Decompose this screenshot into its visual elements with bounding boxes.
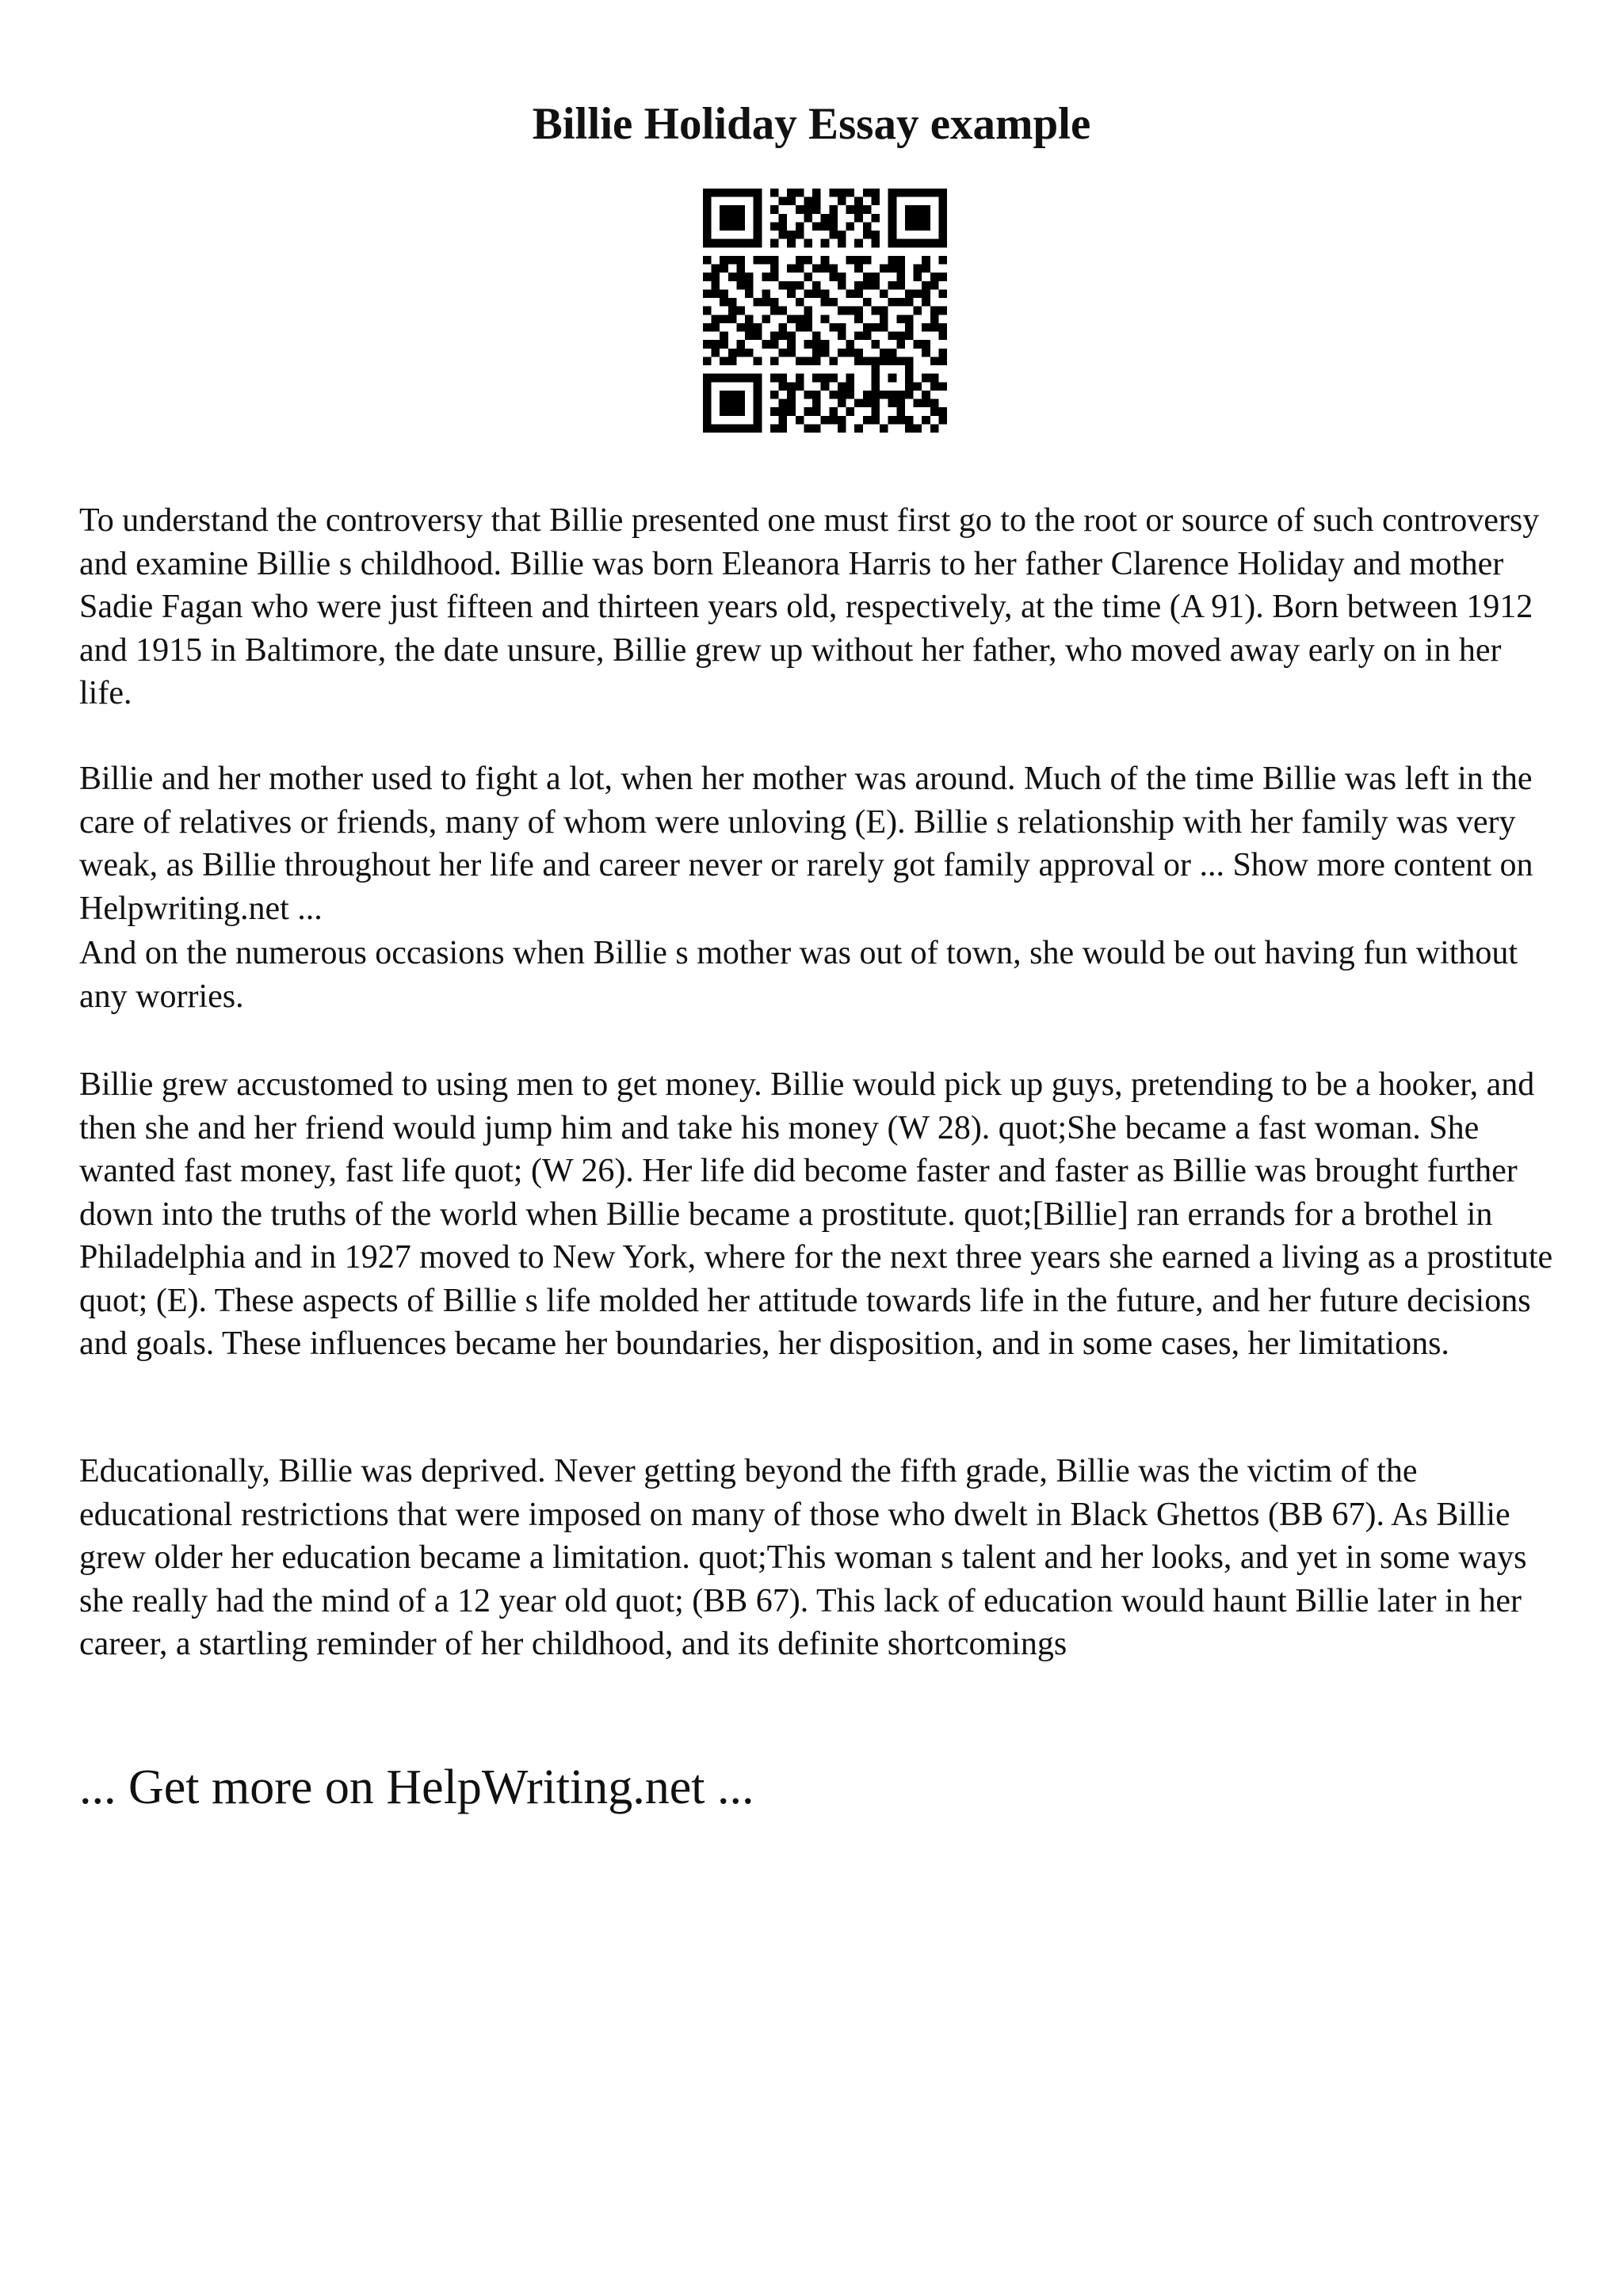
paragraph-education: Educationally, Billie was deprived. Never getting beyond the fifth grade, Billie was the victim of the educational restrictions that were imposed on many of those who dwelt in Black Ghettos (BB 67). As Billie grew older her education became a limitation. quot;This woman s talent and her looks, and yet in some ways she really had the mind of a 12 year old quot; (BB 67). This lack of education would haunt Billie later in her career, a startling reminder of her childhood, and its definite shortcomings [79,1453,1527,1662]
paragraph-occasions: And on the numerous occasions when Billie s mother was out of town, she would be out having fun without any worries. [79,935,1518,1015]
paragraph-mother: Billie and her mother used to fight a lot, when her mother was around. Much of the time Billie was left in the care of relatives or friends, many of whom were unloving (E). Billie s relationship with her family was very weak, as Billie throughout her life and career never or rarely got family approval or ... Show more content on Helpwriting.net ... [79,761,1533,927]
qr-code-icon [703,189,947,433]
paragraph-childhood: To understand the controversy that Billie presented one must first go to the root or source of such controversy and examine Billie s childhood. Billie was born Eleanora Harris to her father Clarence Holiday and mother Sadie Fagan who were just fifteen and thirteen years old, respectively, at the time (A 91). Born between 1912 and 1915 in Baltimore, the date unsure, Billie grew up without her father, who moved away early on in her life. [79,502,1540,711]
page-title: Billie Holiday Essay example [532,99,1091,149]
paragraph-money: Billie grew accustomed to using men to get money. Billie would pick up guys, pretending to be a hooker, and then she and her friend would jump him and take his money (W 28). quot;She became a fast woman. She wanted fast money, fast life quot; (W 26). Her life did become faster and faster as Billie was brought further down into the truths of the world when Billie became a prostitute. quot;[Billie] ran errands for a brothel in Philadelphia and in 1927 moved to New York, where for the next three years she earned a living as a prostitute quot; (E). These aspects of Billie s life molded her attitude towards life in the future, and her future decisions and goals. These influences became her boundaries, her disposition, and in some cases, her limitations. [79,1066,1553,1362]
get-more-link[interactable]: ... Get more on HelpWriting.net ... [79,1760,754,1814]
